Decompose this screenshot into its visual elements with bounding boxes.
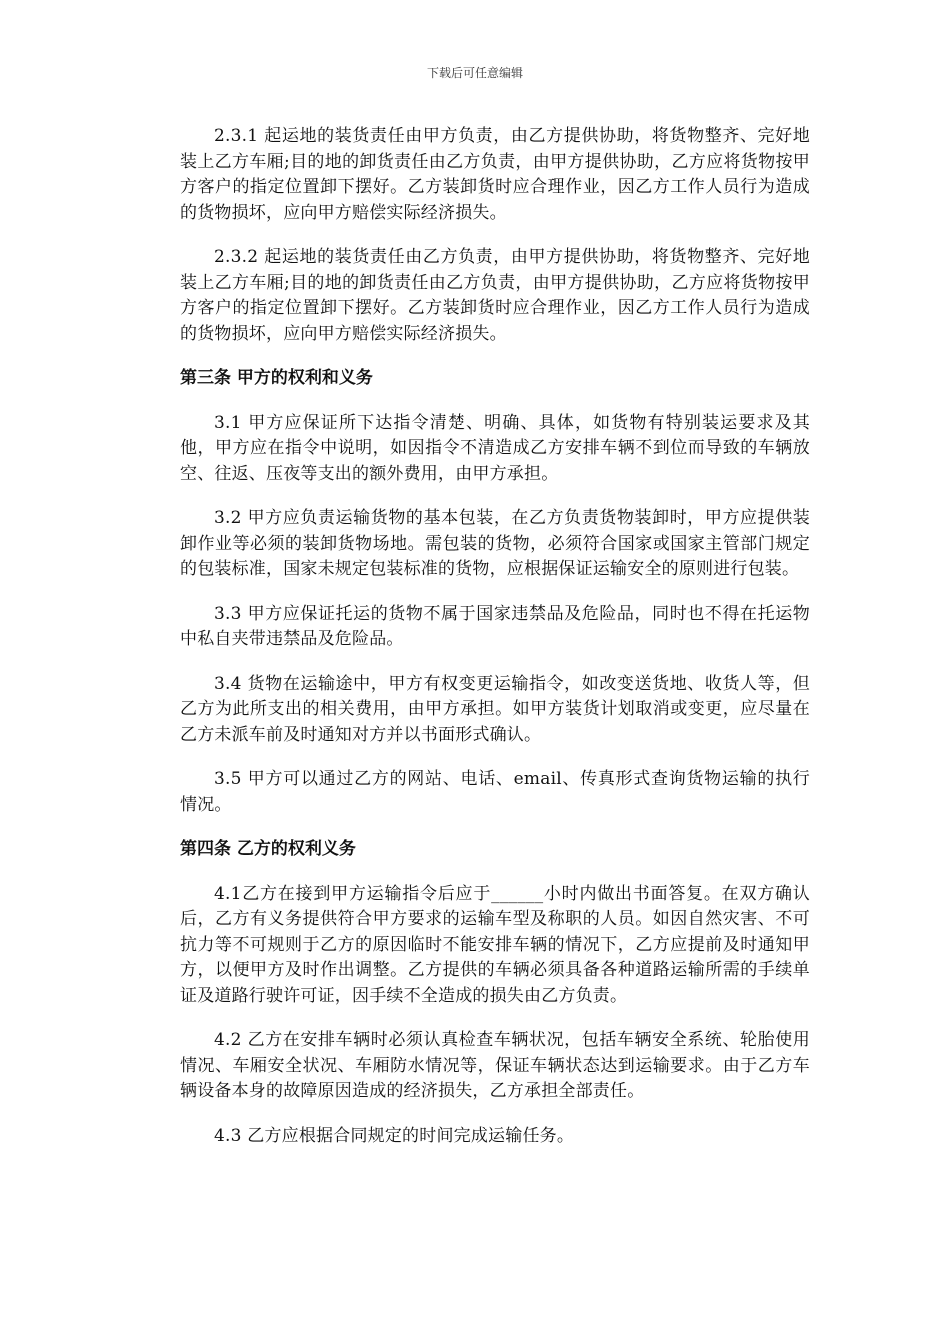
clause-2-3-1: 2.3.1 起运地的装货责任由甲方负责，由乙方提供协助，将货物整齐、完好地装上乙方车厢;目的地的卸货责任由乙方负责，由甲方提供协助，乙方应将货物按甲方客户的指定位置卸下摆好。乙方装卸货时应合理作业，因乙方工作人员行为造成的货物损坏，应向甲方赔偿实际经济损失。 [180,126,810,223]
section-heading-article-3: 第三条 甲方的权利和义务 [180,368,373,388]
section-heading-article-4: 第四条 乙方的权利义务 [180,839,356,859]
clause-3-4: 3.4 货物在运输途中，甲方有权变更运输指令，如改变送货地、收货人等，但乙方为此所支出的相关费用，由甲方承担。如甲方装货计划取消或变更，应尽量在乙方未派车前及时通知对方并以书面形式确认。 [180,673,810,745]
page-header-note: 下载后可任意编辑 [426,66,523,80]
clause-3-5: 3.5 甲方可以通过乙方的网站、电话、email、传真形式查询货物运输的执行情况。 [180,769,810,815]
document-body [180,124,810,1168]
clause-3-1: 3.1 甲方应保证所下达指令清楚、明确、具体，如货物有特别装运要求及其他，甲方应在指令中说明，如因指令不清造成乙方安排车辆不到位而导致的车辆放空、往返、压夜等支出的额外费用，由甲方承担。 [180,412,810,484]
clause-2-3-2: 2.3.2 起运地的装货责任由乙方负责，由甲方提供协助，将货物整齐、完好地装上乙方车厢;目的地的卸货责任由乙方负责，由甲方提供协助，乙方应将货物按甲方客户的指定位置卸下摆好。乙方装卸货时应合理作业，因乙方工作人员行为造成的货物损坏，应向甲方赔偿实际经济损失。 [180,247,810,344]
clause-4-1: 4.1乙方在接到甲方运输指令后应于______小时内做出书面答复。在双方确认后，乙方有义务提供符合甲方要求的运输车型及称职的人员。如因自然灾害、不可抗力等不可规则于乙方的原因临时不能安排车辆的情况下，乙方应提前及时通知甲方，以便甲方及时作出调整。乙方提供的车辆必须具备各种道路运输所需的手续单证及道路行驶许可证，因手续不全造成的损失由乙方负责。 [180,883,810,1006]
clause-3-3: 3.3 甲方应保证托运的货物不属于国家违禁品及危险品，同时也不得在托运物中私自夹带违禁品及危险品。 [180,603,810,649]
clause-4-3: 4.3 乙方应根据合同规定的时间完成运输任务。 [214,1125,575,1146]
clause-4-2: 4.2 乙方在安排车辆时必须认真检查车辆状况，包括车辆安全系统、轮胎使用情况、车厢安全状况、车厢防水情况等，保证车辆状态达到运输要求。由于乙方车辆设备本身的故障原因造成的经济损失，乙方承担全部责任。 [180,1030,810,1101]
clause-3-2: 3.2 甲方应负责运输货物的基本包装，在乙方负责货物装卸时，甲方应提供装卸作业等必须的装卸货物场地。需包装的货物，必须符合国家或国家主管部门规定的包装标准，国家未规定包装标准的货物，应根据保证运输安全的原则进行包装。 [180,508,810,579]
